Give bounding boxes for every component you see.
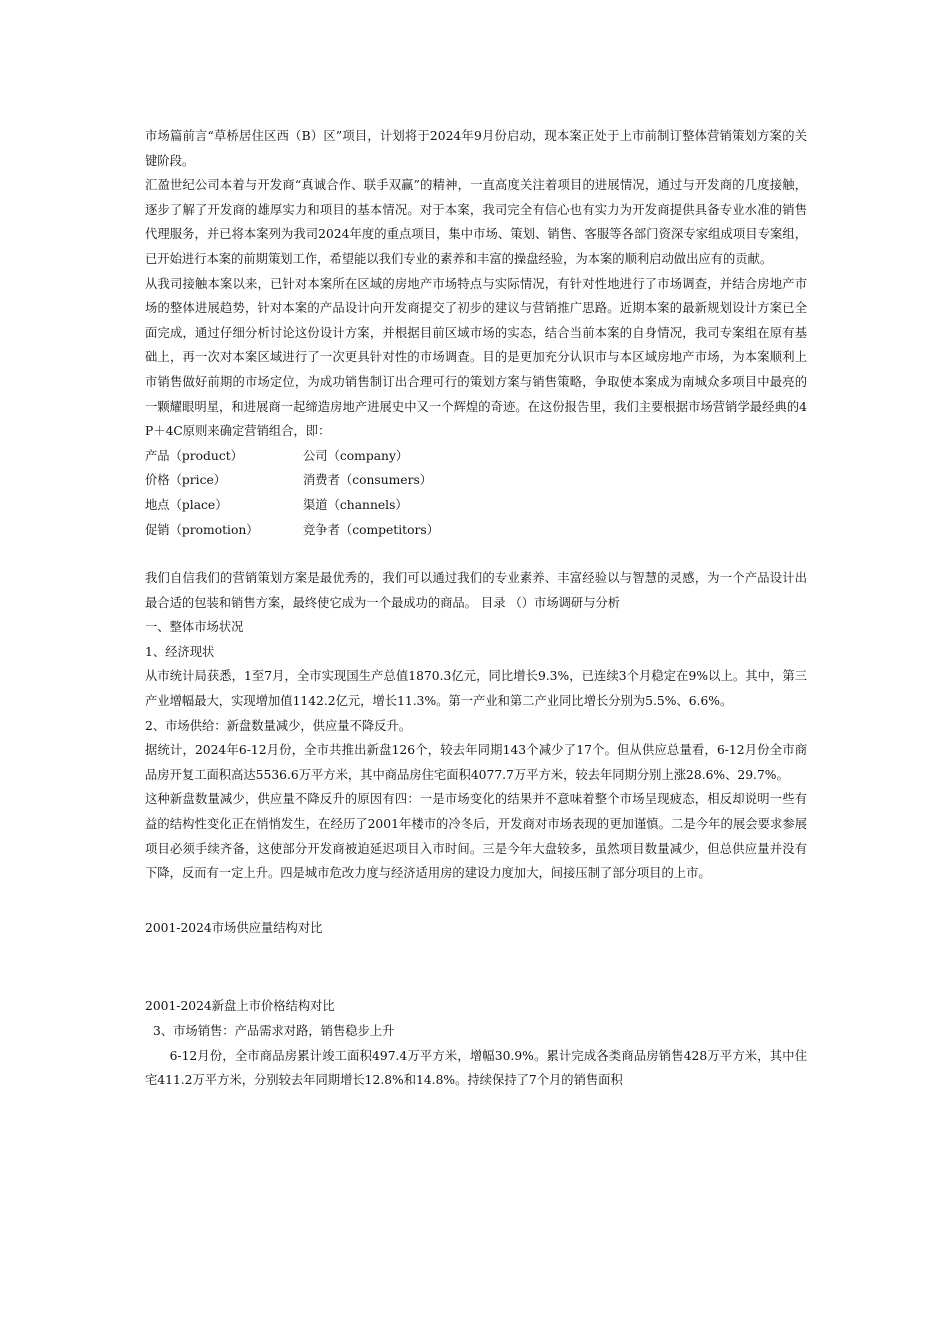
mix-4p-item: 价格（price） [145,473,227,488]
marketing-mix-row [145,493,807,518]
mix-4c-item: 竞争者（competitors） [303,522,439,537]
mix-4c-item: 消费者（consumers） [303,473,433,488]
supply-paragraph-2: 这种新盘数量减少，供应量不降反升的原因有四：一是市场变化的结果并不意味着整个市场呈现疲态，相反却说明一些有益的结构性变化正在悄悄发生，在经历了2001年楼市的冷冬后，开发商对市场表现的更加谨慎。二是今年的展会要求参展项目必须手续齐备，这使部分开发商被迫延迟项目入市时间。三是今年大盘较多，虽然项目数量减少，但总供应量并没有下降，反而有一定上升。四是城市危改力度与经济适用房的建设力度加大，间接压制了部分项目的上市。 [145,792,807,881]
marketing-mix-row [145,468,807,493]
figure-caption: 2001-2024市场供应量结构对比 [145,920,323,935]
mix-4c-item: 渠道（channels） [303,497,408,512]
mix-4c-item: 公司（company） [303,448,409,463]
section-heading: 一、整体市场状况 [145,620,244,635]
spacer [145,940,807,994]
marketing-mix-row [145,444,807,469]
marketing-mix-list [145,444,807,542]
document-page [145,124,807,1093]
economy-paragraph: 从市统计局获悉，1至7月，全市实现国生产总值1870.3亿元，同比增长9.3%，已连续3个月稳定在9%以上。其中，第三产业增幅最大，实现增加值1142.2亿元，增长11.3%。第一产业和第二产业同比增长分别为5.5%、6.6%。 [145,669,807,709]
intro-paragraph-2: 汇盈世纪公司本着与开发商“真诚合作、联手双赢”的精神，一直高度关注着项目的进展情况，通过与开发商的几度接触，逐步了解了开发商的雄厚实力和项目的基本情况。对于本案，我司完全有信心也有实力为开发商提供具备专业水准的销售代理服务，并已将本案列为我司2024年度的重点项目，集中市场、策划、销售、客服等各部门资深专家组成项目专案组，已开始进行本案的前期策划工作，希望能以我们专业的素养和丰富的操盘经验，为本案的顺利启动做出应有的贡献。 [145,178,807,266]
intro-paragraph-3: 从我司接触本案以来，已针对本案所在区域的房地产市场特点与实际情况，有针对性地进行了市场调查，并结合房地产市场的整体进展趋势，针对本案的产品设计向开发商提交了初步的建议与营销推广思路。近期本案的最新规划设计方案已全面完成，通过仔细分析讨论这份设计方案，并根据目前区域市场的实态，结合当前本案的自身情况，我司专案组在原有基础上，再一次对本案区域进行了一次更具针对性的市场调查。目的是更加充分认识市与本区域房地产市场，为本案顺利上市销售做好前期的市场定位，为成功销售制订出合理可行的策划方案与销售策略，争取使本案成为南城众多项目中最亮的一颗耀眼明星，和进展商一起缔造房地产进展史中又一个辉煌的奇迹。在这份报告里，我们主要根据市场营销学最经典的4P＋4C原则来确定营销组合，即： [145,276,807,439]
mix-4p-item: 地点（place） [145,497,228,512]
marketing-mix-row [145,518,807,543]
figure-caption: 2001-2024新盘上市价格结构对比 [145,999,335,1014]
subsection-heading: 3、市场销售：产品需求对路，销售稳步上升 [153,1024,395,1038]
sales-paragraph: 6-12月份，全市商品房累计竣工面积497.4万平方米，增幅30.9%。累计完成各类商品房销售428万平方米，其中住宅411.2万平方米，分别较去年同期增长12.8%和14.8%。持续保持了7个月的销售面积 [145,1048,807,1088]
confidence-paragraph: 我们自信我们的营销策划方案是最优秀的，我们可以通过我们的专业素养、丰富经验以与智慧的灵感，为一个产品设计出最合适的包装和销售方案，最终使它成为一个最成功的商品。 目录 （）市场调研与分析 [145,571,807,610]
subsection-heading: 1、经济现状 [145,644,215,659]
mix-4p-item: 促销（promotion） [145,522,259,537]
intro-paragraph-1: 市场篇前言“草桥居住区西（B）区”项目，计划将于2024年9月份启动，现本案正处于上市前制订整体营销策划方案的关键阶段。 [145,129,807,168]
subsection-heading: 2、市场供给：新盘数量减少，供应量不降反升。 [145,718,412,733]
mix-4p-item: 产品（product） [145,448,243,463]
supply-paragraph-1: 据统计，2024年6-12月份，全市共推出新盘126个，较去年同期143个减少了17个。但从供应总量看，6-12月份全市商品房开复工面积高达5536.6万平方米，其中商品房住宅面积4077.7万平方米，较去年同期分别上涨28.6%、29.7%。 [145,743,807,782]
spacer [145,542,807,566]
spacer [145,886,807,916]
